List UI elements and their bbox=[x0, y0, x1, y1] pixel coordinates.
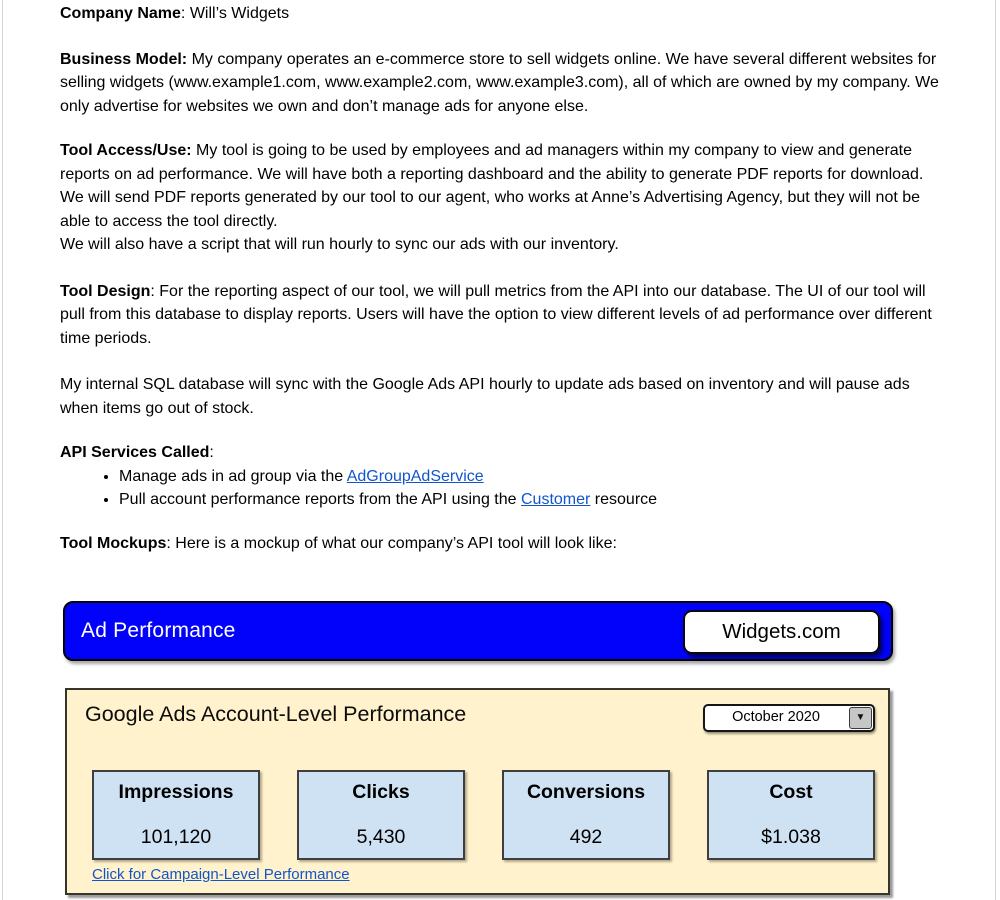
tool-design-paragraph bbox=[60, 280, 940, 351]
tool-mockups-text: : Here is a mockup of what our company’s API tool will look like: bbox=[166, 534, 617, 552]
sql-sync-text: My internal SQL database will sync with the Google Ads API hourly to update ads based on inventory and will pause ads when items go out of stock. bbox=[60, 376, 910, 417]
metric-card-impressions bbox=[92, 770, 260, 860]
company-name-label: Company Name bbox=[60, 5, 181, 22]
tool-mockups-label: Tool Mockups bbox=[60, 534, 167, 552]
widgets-com-button[interactable]: Widgets.com bbox=[683, 610, 880, 654]
metric-card-clicks bbox=[297, 770, 465, 860]
api-services-heading bbox=[60, 441, 940, 465]
metric-card-cost bbox=[707, 770, 875, 860]
bullet-1-text: Manage ads in ad group via the bbox=[119, 467, 347, 485]
tool-design-text: : For the reporting aspect of our tool, we will pull metrics from the API into our database. The UI of our tool will pull from this database to display reports. Users will have the option to view different levels of ad performance over different time periods. bbox=[60, 282, 932, 347]
metric-value: 5,430 bbox=[356, 825, 406, 848]
metric-label: Cost bbox=[769, 781, 813, 803]
mockup-title: Ad Performance bbox=[81, 619, 236, 643]
mockup-header-banner bbox=[63, 601, 893, 661]
chevron-down-icon[interactable]: ▼ bbox=[849, 707, 872, 729]
business-model-paragraph bbox=[60, 48, 940, 119]
bullet-2-text: Pull account performance reports from the API using the bbox=[119, 491, 521, 508]
tool-access-label: Tool Access/Use: bbox=[60, 142, 192, 159]
api-services-colon: : bbox=[209, 444, 214, 461]
adgroupadservice-link[interactable]: AdGroupAdService bbox=[346, 467, 484, 485]
page-left-edge bbox=[2, 0, 3, 900]
business-model-label: Business Model: bbox=[60, 50, 188, 68]
date-range-value: October 2020 bbox=[732, 709, 820, 726]
metric-value: 101,120 bbox=[140, 825, 212, 848]
tool-access-line2: We will also have a script that will run hourly to sync our ads with our inventory. bbox=[60, 236, 619, 253]
company-name-line bbox=[60, 2, 940, 26]
metric-label: Conversions bbox=[526, 781, 646, 803]
tool-access-paragraph bbox=[60, 139, 940, 257]
metric-value: 492 bbox=[569, 825, 603, 848]
api-services-list bbox=[60, 465, 940, 512]
list-item bbox=[119, 488, 940, 512]
metric-label: Clicks bbox=[352, 781, 410, 803]
metric-card-conversions bbox=[502, 770, 670, 860]
campaign-level-link[interactable]: Click for Campaign-Level Performance bbox=[92, 865, 350, 883]
customer-link[interactable]: Customer bbox=[520, 491, 591, 508]
list-item bbox=[119, 465, 940, 489]
bullet-2-post: resource bbox=[590, 491, 658, 508]
tool-design-label: Tool Design bbox=[60, 282, 151, 300]
page-right-edge bbox=[995, 0, 996, 900]
business-model-text: My company operates an e-commerce store to sell widgets online. We have several different websites for selling widgets (www.example1.com, www.example2.com, www.example3.com), all of which are owned by my company. We only advertise for websites we own and don’t manage ads for anyone else. bbox=[60, 50, 939, 115]
tool-mockups-paragraph bbox=[60, 532, 940, 556]
panel-title: Google Ads Account-Level Performance bbox=[85, 702, 467, 726]
sql-sync-paragraph bbox=[60, 373, 940, 420]
date-range-dropdown[interactable] bbox=[703, 704, 875, 732]
api-services-label: API Services Called bbox=[60, 444, 210, 461]
account-performance-panel bbox=[65, 688, 890, 895]
tool-access-text: My tool is going to be used by employees and ad managers within my company to view and generate reports on ad performance. We will have both a reporting dashboard and the ability to generate PDF reports for download. We will send PDF reports generated by our tool to our agent, who works at Anne’s Advertising Agency, but they will not be able to access the tool directly. bbox=[60, 142, 924, 230]
document-body bbox=[60, 2, 940, 555]
metric-label: Impressions bbox=[118, 781, 234, 803]
company-name-value: : Will’s Widgets bbox=[180, 5, 290, 22]
metric-value: $1.038 bbox=[761, 825, 821, 848]
